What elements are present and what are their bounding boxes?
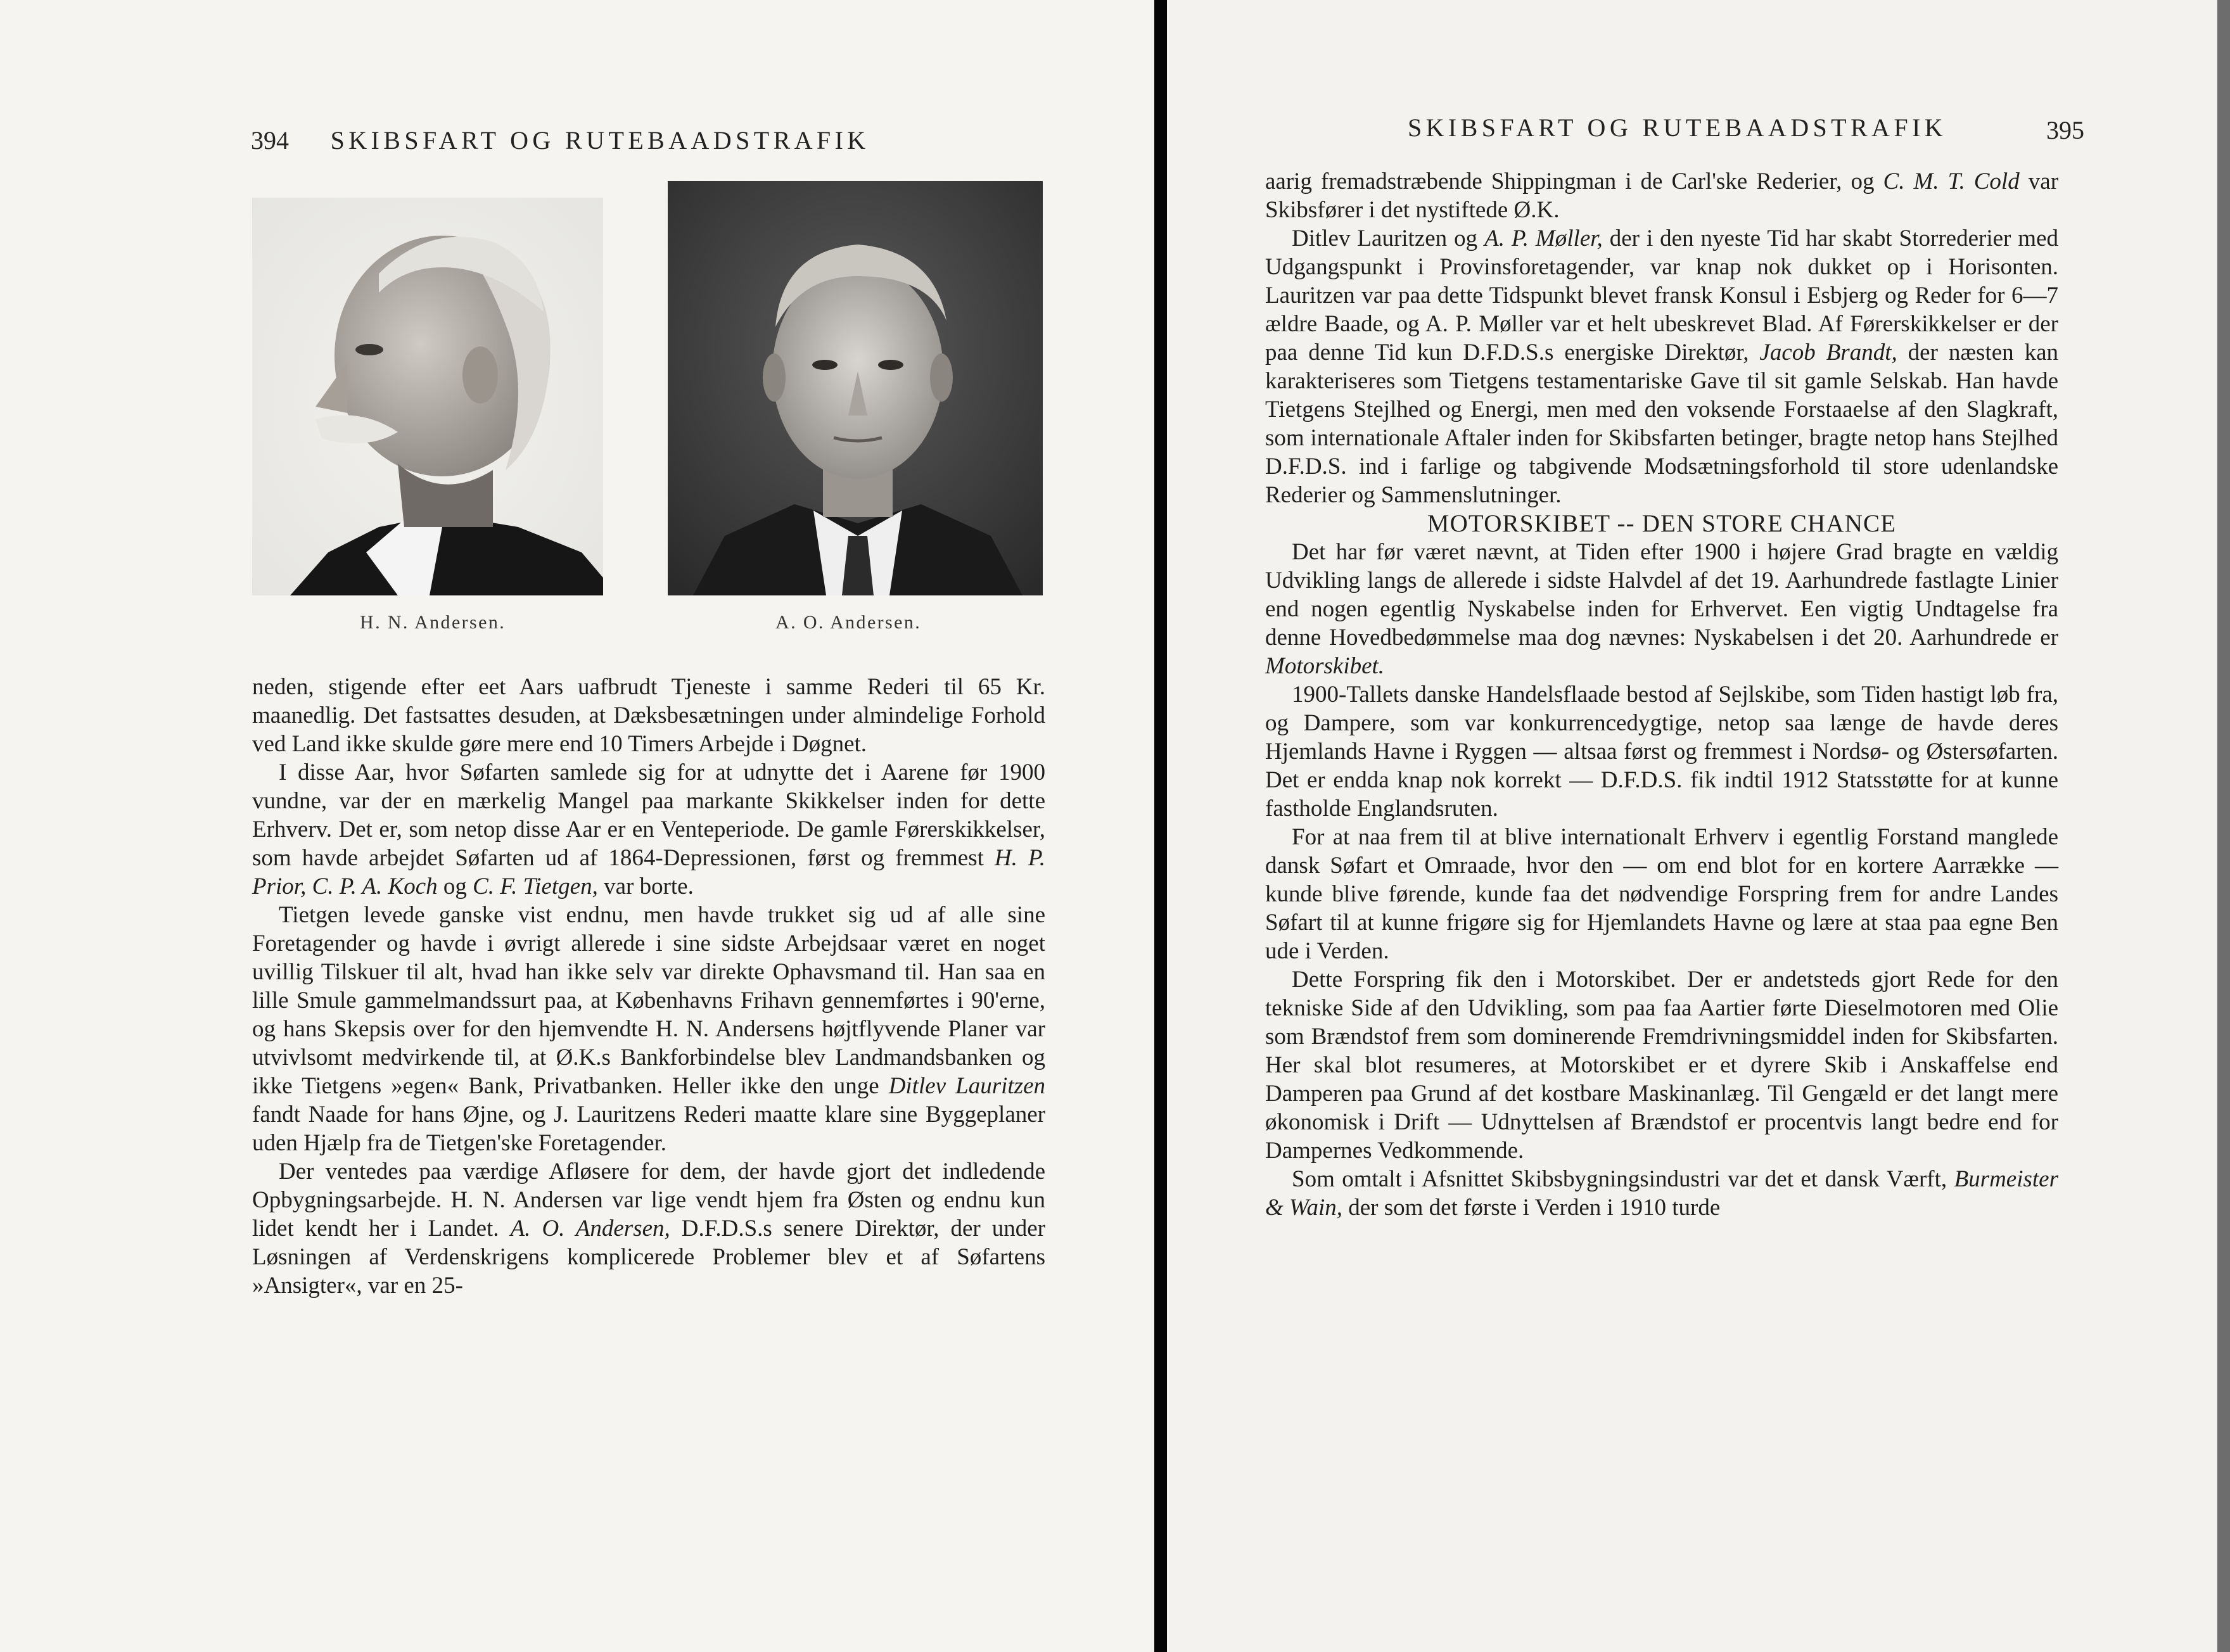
text-run-italic: C. F. Tietgen, <box>473 874 598 899</box>
text-run-italic: H. P. Prior, C. P. A. Koch <box>252 845 1045 899</box>
right-page <box>1167 0 2230 1652</box>
right-paragraph-4 <box>1265 680 2058 823</box>
text-run: Tietgen levede ganske vist endnu, men havde trukket sig ud af alle sine Foretagender og havde i øvrigt allerede i sine sidste Arbejdsaar været en noget uvillig Tilskuer til alt, hvad han ikke selv var direkte Ophavsmand til. Han saa en lille Smule gammelmandssurt paa, at Københavns Frihavn gennemførtes i 90'erne, og hans Skepsis over for den hjemvendte H. N. Andersens højtflyvende Planer var utvivlsomt medvirkende til, at Ø.K.s Bankforbindelse blev Landmandsbanken og ikke Tietgens »egen« Bank, Privatbanken. Heller ikke den unge <box>252 902 1045 1099</box>
right-paragraph-3 <box>1265 538 2058 680</box>
text-run: Dette Forspring fik den i Motorskibet. Der er andetsteds gjort Rede for den tekniske Side af den Udvikling, som paa faa Aartier førte Dieselmotoren med Olie som Brændstof frem som dominerende Fremdrivningsmiddel inden for Skibsfarten. Her skal blot resumeres, at Motorskibet er et dyrere Skib i Anskaffelse end Damperen paa Grund af det kostbare Maskinanlæg. Til Gengæld er det langt mere økonomisk i Drift — Udnyttelsen af Brændstof er procentvis langt bedre end for Dampernes Vedkommende. <box>1265 967 2058 1164</box>
text-run: D.F.D.S.s senere Direktør, der under Løsningen af Verdenskrigens komplicerede Problemer blev et af Søfartens »Ansigter«, var en 25- <box>252 1216 1046 1299</box>
caption-h-n-andersen: H. N. Andersen. <box>360 612 506 633</box>
text-run: neden, stigende efter eet Aars uafbrudt Tjeneste i samme Rederi til 65 Kr. maanedlig. Det fastsattes desuden, at Dæksbesætningen under almindelige Forhold ved Land ikke skulde gøre mere end 10 Timers Arbejde i Døgnet. <box>252 674 1045 757</box>
left-body-text <box>252 673 1045 1300</box>
text-run-italic: Jacob Brandt, <box>1759 340 1897 365</box>
caption-a-o-andersen: A. O. Andersen. <box>775 612 922 633</box>
right-paragraph-6 <box>1265 965 2058 1165</box>
text-run: Det har før været nævnt, at Tiden efter 1900 i højere Grad bragte en vældig Udvikling langs de allerede i sidste Halvdel af det 19. Aarhundrede fastlagte Linier end nogen egentlig Nyskabelse inden for Erhvervet. Een vigtig Undtagelse fra denne Hovedbedømmelse maa dog nævnes: Nyskabelsen i det 20. Aarhundrede er <box>1265 539 2058 651</box>
section-title: MOTORSKIBET -- DEN STORE CHANCE <box>1427 510 1897 537</box>
scan-right-edge <box>2217 0 2230 1652</box>
book-gutter <box>1154 0 1167 1652</box>
right-page-number-wrap <box>2046 115 2084 145</box>
right-running-title: SKIBSFART OG RUTEBAADSTRAFIK <box>1408 113 1947 142</box>
text-run-italic: Motorskibet. <box>1265 653 1385 679</box>
right-body-text <box>1265 167 2058 1222</box>
text-run-italic: A. P. Møller, <box>1484 226 1603 251</box>
text-run: fandt Naade for hans Øjne, og J. Lauritzens Rederi maatte klare sine Byggeplaner uden Hjælp fra de Tietgen'ske Foretagender. <box>252 1102 1045 1156</box>
portrait-h-n-andersen <box>252 198 603 595</box>
text-run: 1900-Tallets danske Handelsflaade bestod af Sejlskibe, som Tiden hastigt løb fra, og Dampere, som var konkurrencedygtige, netop saa længe de havde deres Hjemlands Havne i Ryggen — altsaa først og fremmest i Nordsø- og Østersøfarten. Det er endda knap nok korrekt — D.F.D.S. fik indtil 1912 Statsstøtte for at kunne fastholde Englandsruten. <box>1265 682 2058 822</box>
text-run-italic: C. M. T. Cold <box>1883 168 2020 194</box>
text-run: der næsten kan karakteriseres som Tietgens testamentariske Gave til sit gamle Selskab. Han havde Tietgens Stejlhed og Energi, men med den voksende Forstaaelse af den Slagkraft, som internationale Aftaler inden for Skibsfarten betinger, bragte netop hans Stejlhed D.F.D.S. ind i farlige og tabgivende Modsætningsforhold til store udenlandske Rederier og Sammenslutninger. <box>1265 340 2058 508</box>
left-paragraph-1 <box>252 673 1045 758</box>
text-run: og <box>437 874 473 899</box>
left-page-number: 394 <box>251 126 289 155</box>
left-paragraph-3 <box>252 901 1045 1157</box>
left-paragraph-4 <box>252 1157 1045 1300</box>
left-running-title: SKIBSFART OG RUTEBAADSTRAFIK <box>330 126 870 155</box>
portrait-a-o-andersen <box>668 181 1043 595</box>
text-run: Ditlev Lauritzen og <box>1292 226 1485 251</box>
text-run-italic: Burmeister & Wain, <box>1265 1166 2058 1221</box>
right-running-head <box>1408 113 1947 143</box>
text-run: der som det første i Verden i 1910 turde <box>1342 1195 1721 1221</box>
text-run: Der ventedes paa værdige Afløsere for dem, der havde gjort det indledende Opbygningsarbejde. H. N. Andersen var lige vendt hjem fra Østen og endnu kun lidet kendt her i Landet. <box>252 1159 1045 1242</box>
text-run-italic: Ditlev Lauritzen <box>888 1073 1045 1099</box>
right-page-number: 395 <box>2046 116 2084 144</box>
right-paragraph-7 <box>1265 1165 2058 1222</box>
left-running-head <box>251 125 870 155</box>
text-run: Som omtalt i Afsnittet Skibsbygningsindustri var det et dansk Værft, <box>1292 1166 1954 1192</box>
text-run-italic: A. O. Andersen, <box>510 1216 670 1242</box>
text-run: der i den nyeste Tid har skabt Storrederier med Udgangspunkt i Provinsforetagender, var knap nok dukket op i Horisonten. Lauritzen var paa dette Tidspunkt blevet fransk Konsul i Esbjerg og Reder for 6—7 ældre Baade, og A. P. Møller var et helt ubeskrevet Blad. Af Førerskikkelser er der paa denne Tid kun D.F.D.S.s energiske Direktør, <box>1265 226 2058 365</box>
text-run: var Skibsfører i det nystiftede Ø.K. <box>1265 168 2059 223</box>
text-run: I disse Aar, hvor Søfarten samlede sig for at udnytte det i Aarene før 1900 vundne, var der en mærkelig Mangel paa markante Skikkelser inden for dette Erhverv. Det er, som netop disse Aar er en Venteperiode. De gamle Førerskikkelser, som havde arbejdet Søfarten ud af 1864-Depressionen, først og fremmest <box>252 759 1045 871</box>
text-run: var borte. <box>597 874 694 899</box>
right-paragraph-2 <box>1265 224 2058 509</box>
right-paragraph-5 <box>1265 823 2058 965</box>
text-run: For at naa frem til at blive internationalt Erhverv i egentlig Forstand manglede dansk Søfart et Omraade, hvor den — om end blot for en kortere Aarrække — kunde blive førende, kunde faa det nødvendige Forspring frem for andre Landes Søfart til at kunne frigøre sig for Hjemlandets Havne og lære at staa paa egne Ben ude i Verden. <box>1265 824 2058 964</box>
left-paragraph-2 <box>252 758 1045 901</box>
text-run: aarig fremadstræbende Shippingman i de Carl'ske Rederier, og <box>1265 168 1883 194</box>
right-paragraph-1 <box>1265 167 2058 224</box>
